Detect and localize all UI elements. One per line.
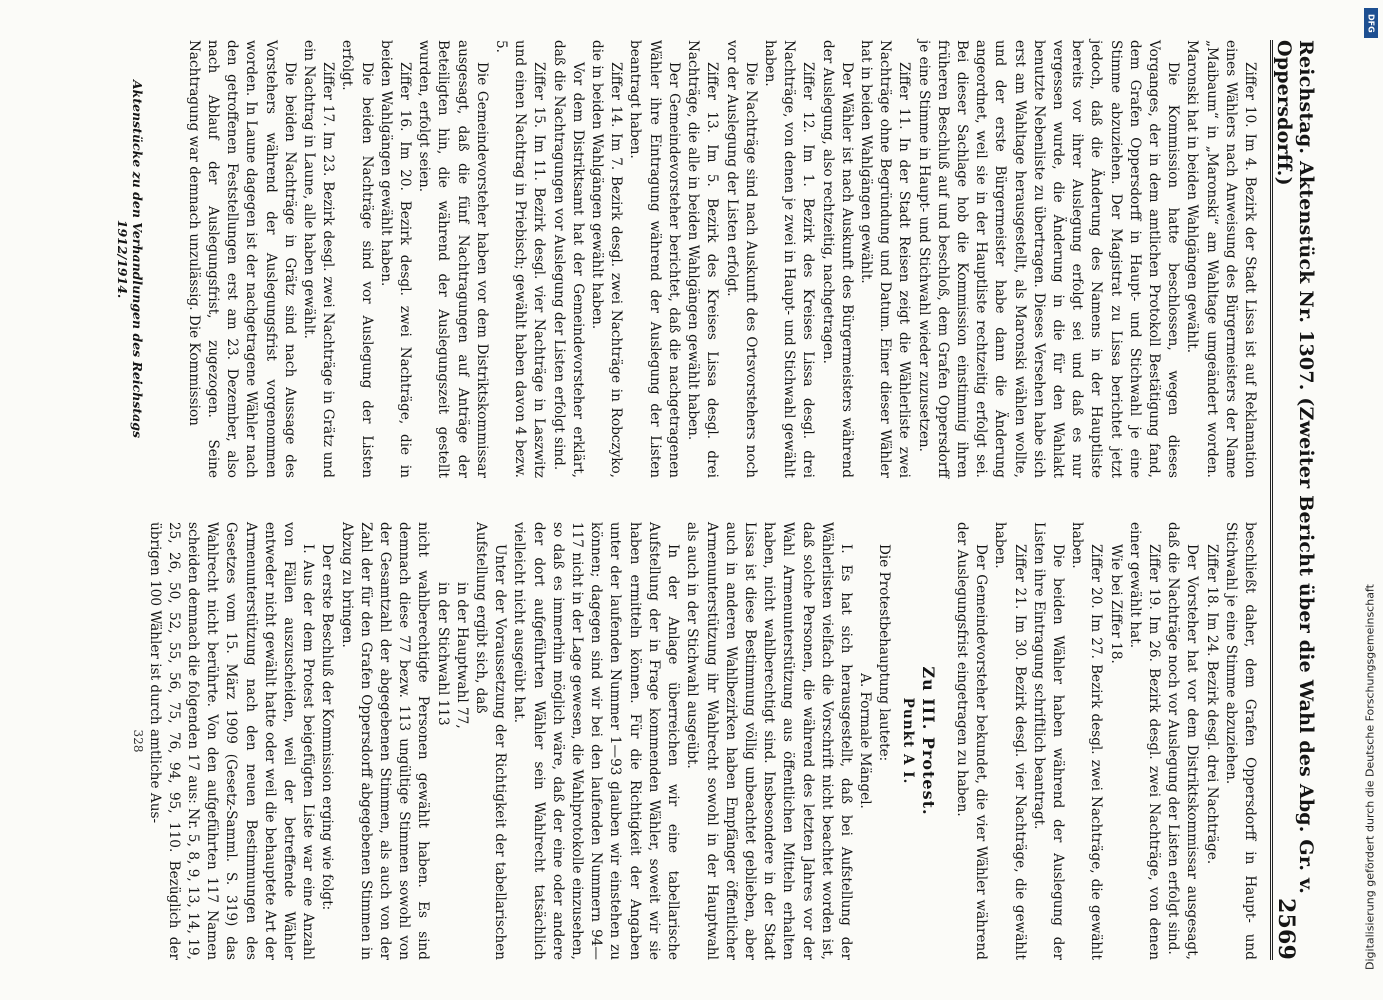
footer-sheet-number: 328 bbox=[131, 729, 145, 753]
digitization-note: Digitalisierung gefördert durch die Deutsche Forschungsgemeinschaft bbox=[1363, 584, 1377, 970]
paragraph: Ziffer 20. Im 27. Bezirk desgl. zwei Nachträge, die gewählt haben. bbox=[1069, 522, 1105, 960]
section-heading: Zu III. Protest. bbox=[918, 666, 938, 816]
footer-publication: Aktenstücke zu den Verhandlungen des Reichstags 1912/1914. bbox=[115, 79, 145, 439]
list-item: in der Hauptwahl 77, bbox=[453, 582, 470, 729]
paragraph: Ziffer 15. Im 11. Bezirk desgl. vier Nachträge in Laszwitz und einen Nachtrag in Priebisch; gewählt haben davon 4 bezw. 5. bbox=[493, 40, 548, 478]
list-item: in der Stichwahl 113 bbox=[434, 582, 451, 726]
right-column bbox=[146, 522, 1259, 960]
paragraph: Ziffer 10. Im 4. Bezirk der Stadt Lissa ist auf Reklamation eines Wählers nach Anweisung des Bürgermeisters der Name „Maibaum“ in „Maronski“ am Wahltage umgeändert worden. Maronski hat in beiden Wahlgängen gewählt. bbox=[1184, 40, 1258, 478]
running-title: Reichstag. Aktenstück Nr. 1307. (Zweiter Bericht über die Wahl des Abg. Gr. v. Oppersdorff.) bbox=[1273, 40, 1317, 895]
paragraph: Ziffer 19. Im 26. Bezirk desgl. zwei Nachträge, von denen einer gewählt hat. bbox=[1126, 522, 1162, 960]
document-page bbox=[25, 0, 1355, 1000]
paragraph: Der Gemeindevorsteher bekundet, die vier Wähler während der Auslegungsfrist eingetragen zu haben. bbox=[953, 522, 990, 960]
page-number: 2569 bbox=[1273, 897, 1299, 960]
paragraph: Ziffer 16. Im 20. Bezirk desgl. zwei Nachträge, die in beiden Wahlgängen gewählt haben. bbox=[377, 40, 414, 478]
paragraph: Ziffer 12. Im 1. Bezirk des Kreises Lissa desgl. drei Nachträge, von denen je zwei in Haupt- und Stichwahl gewählt haben. bbox=[761, 40, 817, 478]
paragraph: Unter der Voraussetzung der Richtigkeit der tabellarischen Aufstellung ergibt sich, daß bbox=[473, 522, 509, 960]
paragraph: Ziffer 11. In der Stadt Reisen zeigt die Wählerliste zwei Nachträge ohne Begründung und Datum. Einer dieser Wähler hat in beiden Wahlgängen gewählt. bbox=[857, 40, 913, 478]
paragraph: Ziffer 18. Im 24. Bezirk desgl. drei Nachträge. bbox=[1203, 544, 1220, 865]
paragraph: Die beiden Nachträge in Grätz sind nach Aussage des Vorstehers während der Auslegungsfrist vorgenommen worden. In Laune dagegen ist der nachgetragene Wähler nach den getroffenen Feststellungen erst am 23. Dezember, also nach Ablauf der Auslegungsfrist, zugezogen. Seine Nachtragung war demnach unzulässig. Die Kommission bbox=[185, 40, 298, 478]
paragraph: Ziffer 21. Im 30. Bezirk desgl. vier Nachträge, die gewählt haben. bbox=[992, 522, 1028, 960]
paragraph: I. Es hat sich herausgestellt, daß bei Aufstellung der Wählerlisten vielfach die Vorschrift nicht beachtet worden ist, daß solche Personen, die während des letzten Jahres vor der Wahl Armenunterstützung aus öffentlichen Mitteln erhalten haben, nicht wahlberechtigt sind. Insbesondere in der Stadt Lissa ist diese Bestimmung völlig unbeachtet geblieben, aber auch in anderen Wahlbezirken haben Empfänger öffentlicher Armenunterstützung ihr Wahlrecht sowohl in der Hauptwahl als auch in der Stichwahl ausgeübt. bbox=[684, 522, 854, 960]
protest-heading: A. Formale Mängel. bbox=[857, 673, 874, 809]
paragraph: Ziffer 17. Im 23. Bezirk desgl. zwei Nachträge in Grätz und ein Nachtrag in Laune, alle haben gewählt. bbox=[301, 40, 337, 478]
paragraph: I. Aus der dem Protest beigefügten Liste war eine Anzahl von Fällen auszuscheiden, weil der betreffende Wähler entweder nicht gewählt hatte oder weil die behauptete Art der Armenunterstützung nach den neuen Bestimmungen des Gesetzes vom 15. März 1909 (Gesetz-Samml. S. 319) das Wahlrecht nicht berührte. Von den aufgeführten 117 Namen scheiden demnach die folgenden 17 aus: Nr. 5, 8, 9, 13, 14, 19, 25, 26, 50, 52, 55, 56, 75, 76, 94, 95, 110. Bezüglich der übrigen 100 Wähler ist durch amtliche Aus- bbox=[146, 522, 317, 960]
paragraph: Die Kommission hatte beschlossen, wegen dieses Vorganges, der in dem amtlichen Protokoll Bestätigung fand, dem Grafen Oppersdorff in Haupt- und Stichwahl je eine Stimme abzuziehen. Der Magistrat zu Lissa berichtet jetzt jedoch, daß die Änderung des Namens in der Hauptliste bereits vor ihrer Auslegung erfolgt sei und daß es nur vergessen wurde, die Änderung in die für den Wahlakt benutzte Nebenliste zu übertragen. Dieses Versehen habe sich erst am Wahltage herausgestellt, als Maronski wählen wollte, und der erste Bürgermeister habe dann die Änderung angeordnet, weil sie in der Hauptliste rechtzeitig erfolgt sei. Bei dieser Sachlage hob die Kommission einstimmig ihren früheren Beschluß auf und beschloß, dem Grafen Oppersdorff je eine Stimme in Haupt- und Stichwahl wieder zuzusetzen. bbox=[915, 40, 1182, 478]
paragraph: Der Gemeindevorsteher berichtet, daß die nachgetragenen Wähler ihre Eintragung während der Auslegung der Listen beantragt haben. bbox=[627, 40, 682, 478]
paragraph: Die beiden Wähler haben während der Auslegung der Listen ihre Eintragung schriftlich beantragt. bbox=[1030, 522, 1066, 960]
paragraph: nicht wahlberechtigte Personen gewählt haben. Es sind demnach diese 77 bezw. 113 ungültige Stimmen sowohl von der Gesamtzahl der abgegebenen Stimmen, als auch von der Zahl der für den Grafen Oppersdorff abgegebenen Stimmen in Abzug zu bringen. bbox=[338, 522, 432, 960]
dfg-logo: DFG bbox=[1364, 8, 1378, 38]
section-subheading: Punkt A I. bbox=[899, 697, 916, 785]
paragraph: Der erste Beschluß der Kommission erging wie folgt: bbox=[319, 544, 336, 911]
paragraph: Ziffer 13. Im 5. Bezirk des Kreises Lissa desgl. drei Nachträge, die alle in beiden Wahlgängen gewählt haben. bbox=[685, 40, 721, 478]
paragraph: Die beiden Nachträge sind vor Auslegung der Listen erfolgt. bbox=[339, 40, 375, 478]
paragraph: Die Protestbehauptung lautete: bbox=[876, 544, 893, 762]
paragraph: Die Nachträge sind nach Auskunft des Ortsvorstehers noch vor der Auslegung der Listen erfolgt. bbox=[723, 40, 759, 478]
paragraph: Ziffer 14. Im 7. Bezirk desgl. zwei Nachträge in Robczyko, die in beiden Wahlgängen gewählt haben. bbox=[589, 40, 625, 478]
page-header bbox=[1270, 40, 1317, 960]
paragraph: Wie bei Ziffer 18. bbox=[1107, 544, 1124, 664]
paragraph: Der Vorsteher hat vor dem Distriktskommissar ausgesagt, daß die Nachträge noch vor Auslegung der Listen erfolgt sind. bbox=[1165, 522, 1201, 960]
left-column bbox=[149, 40, 1259, 478]
paragraph: beschließt daher, dem Grafen Oppersdorff in Haupt- und Stichwahl je eine Stimme abzuziehen. bbox=[1222, 522, 1258, 960]
paragraph: Der Wähler ist nach Auskunft des Bürgermeisters während der Auslegung, also rechtzeitig, nachgetragen. bbox=[819, 40, 855, 478]
paragraph: Die Gemeindevorsteher haben vor dem Distriktskommissar ausgesagt, daß die fünf Nachtragungen auf Anträge der Beteiligten hin, die während der Auslegungszeit gestellt wurden, erfolgt seien. bbox=[416, 40, 490, 478]
paragraph: In der Anlage überreichen wir eine tabellarische Aufstellung der in Frage kommenden Wähler, soweit wir sie haben ermitteln können. Für die Richtigkeit der Angaben unter der laufenden Nummer 1—93 glauben wir einstehen zu können; dagegen sind wir bei den laufenden Nummern 94—117 nicht in der Lage gewesen, die Wahlprotokolle einzusehen, so daß es immerhin möglich wäre, daß der eine oder andere der dort aufgeführten Wähler sein Wahlrecht tatsächlich vielleicht nicht ausgeübt hat. bbox=[511, 522, 682, 960]
paragraph: Vor dem Distriktsamt hat der Gemeindevorsteher erklärt, daß die Nachtragungen vor Auslegung der Listen erfolgt sind. bbox=[550, 40, 586, 478]
